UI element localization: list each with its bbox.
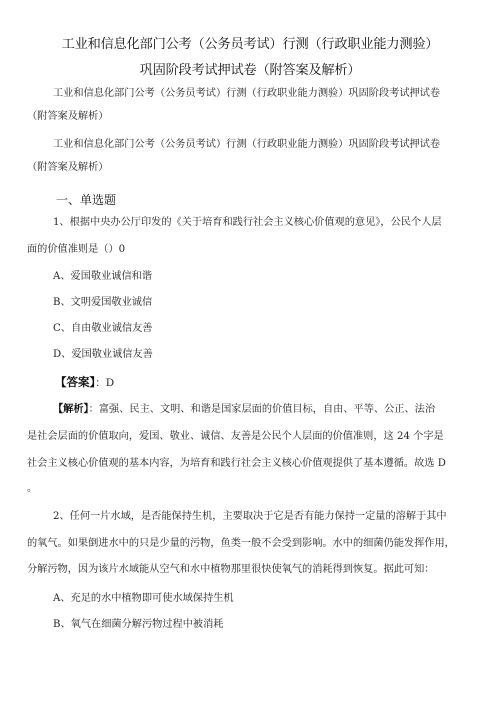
answer-label: 【答案】: [55, 375, 96, 389]
question-1-option-b: B、文明爱国敬业诚信: [53, 297, 153, 308]
answer-value: ：D: [95, 377, 115, 389]
section-heading-single-choice: 一、单选题: [56, 193, 117, 207]
question-1-explanation-line-1: [53, 403, 435, 417]
question-2-text-line-3: 分解污物，因为该片水域能从空气和水中植物那里很快使氧气的消耗得到恢复。据此可知：: [27, 564, 435, 575]
question-1-explanation-line-4: 。: [27, 483, 38, 494]
repeat-title-1-line-a: 工业和信息化部门公考（公务员考试）行测（行政职业能力测验）巩固阶段考试押试卷: [53, 88, 441, 99]
question-2-text-line-1: 2、任何一片水域，是否能保持生机，主要取决于它是否有能力保持一定量的溶解于其中: [53, 511, 447, 522]
question-1-option-c: C、自由敬业诚信友善: [53, 323, 153, 334]
question-1-text-line-1: 1、根据中央办公厅印发的《关于培育和践行社会主义核心价值观的意见》，公民个人层: [53, 217, 442, 228]
question-1-option-d: D、爱国敬业诚信友善: [53, 349, 153, 360]
repeat-title-2-line-a: 工业和信息化部门公考（公务员考试）行测（行政职业能力测验）巩固阶段考试押试卷: [53, 139, 441, 150]
document-title-line-1: 工业和信息化部门公考（公务员考试）行测（行政职业能力测验）: [61, 37, 439, 52]
question-2-text-line-2: 的氧气。如果倒进水中的只是少量的污物，鱼类一般不会受到影响。水中的细菌仍能发挥作用，: [27, 538, 455, 549]
question-2-option-a: A、充足的水中植物即可使水域保持生机: [53, 593, 234, 604]
document-title-line-2: 巩固阶段考试押试卷（附答案及解析）: [139, 63, 361, 78]
explanation-label: 【解析】: [53, 404, 89, 415]
question-1-option-a: A、爱国敬业诚信和谐: [53, 271, 153, 282]
repeat-title-2-line-b: （附答案及解析）: [27, 162, 109, 173]
question-1-explanation-line-3: 社会主义核心价值观的基本内容，为培育和践行社会主义核心价值观提供了基本遵循。故选 D: [27, 458, 446, 469]
question-2-option-b: B、氧气在细菌分解污物过程中被消耗: [53, 619, 224, 630]
question-1-text-line-2: 面的价值准则是（）0: [27, 244, 126, 255]
repeat-title-1-line-b: （附答案及解析）: [27, 111, 109, 122]
explanation-text: ：富强、民主、文明、和谐是国家层面的价值目标，自由、平等、公正、法治: [88, 404, 436, 415]
question-1-explanation-line-2: 是社会层面的价值取向，爱国、敬业、诚信、友善是公民个人层面的价值准则，这 24 个字是: [27, 431, 444, 442]
question-1-answer: [55, 374, 114, 390]
